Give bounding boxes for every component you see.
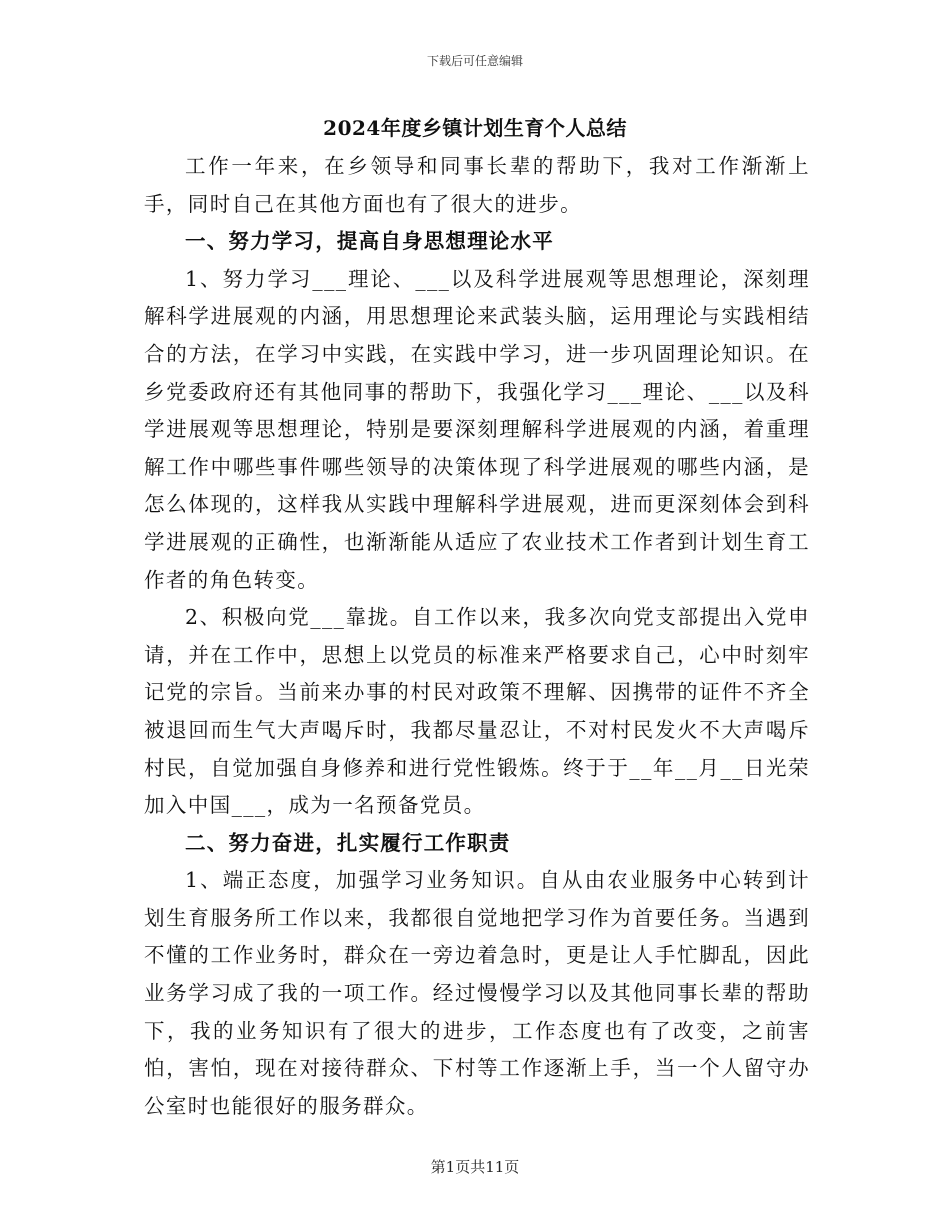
body-paragraph: 1、努力学习___理论、___以及科学进展观等思想理论，深刻理解科学进展观的内涵，用思想理论来武装头脑，运用理论与实践相结合的方法，在学习中实践，在实践中学习，进一步巩固理论知识。在乡党委政府还有其他同事的帮助下，我强化学习___理论、___以及科学进展观等思想理论，特别是要深刻理解科学进展观的内涵，着重理解工作中哪些事件哪些领导的决策体现了科学进展观的哪些内涵，是怎么体现的，这样我从实践中理解科学进展观，进而更深刻体会到科学进展观的正确性，也渐渐能从适应了农业技术工作者到计划生育工作者的角色转变。	[144, 266, 810, 592]
document-title: 2024年度乡镇计划生育个人总结	[323, 116, 627, 140]
header-note: 下载后可任意编辑	[426, 54, 523, 68]
document-body	[144, 148, 810, 1125]
page-number-footer: 第1页共11页	[430, 1158, 520, 1176]
intro-paragraph: 工作一年来，在乡领导和同事长辈的帮助下，我对工作渐渐上手，同时自己在其他方面也有了很大的进步。	[144, 154, 810, 216]
section-heading-2: 二、努力奋进，扎实履行工作职责	[185, 830, 511, 855]
body-paragraph: 1、端正态度，加强学习业务知识。自从由农业服务中心转到计划生育服务所工作以来，我都很自觉地把学习作为首要任务。当遇到不懂的工作业务时，群众在一旁边着急时，更是让人手忙脚乱，因此业务学习成了我的一项工作。经过慢慢学习以及其他同事长辈的帮助下，我的业务知识有了很大的进步，工作态度也有了改变，之前害怕，害怕，现在对接待群众、下村等工作逐渐上手，当一个人留守办公室时也能很好的服务群众。	[144, 868, 810, 1118]
body-paragraph: 2、积极向党___靠拢。自工作以来，我多次向党支部提出入党申请，并在工作中，思想上以党员的标准来严格要求自己，心中时刻牢记党的宗旨。当前来办事的村民对政策不理解、因携带的证件不齐全被退回而生气大声喝斥时，我都尽量忍让，不对村民发火不大声喝斥村民，自觉加强自身修养和进行党性锻炼。终于于__年__月__日光荣加入中国___，成为一名预备党员。	[144, 605, 810, 818]
section-heading-1: 一、努力学习，提高自身思想理论水平	[185, 229, 554, 254]
